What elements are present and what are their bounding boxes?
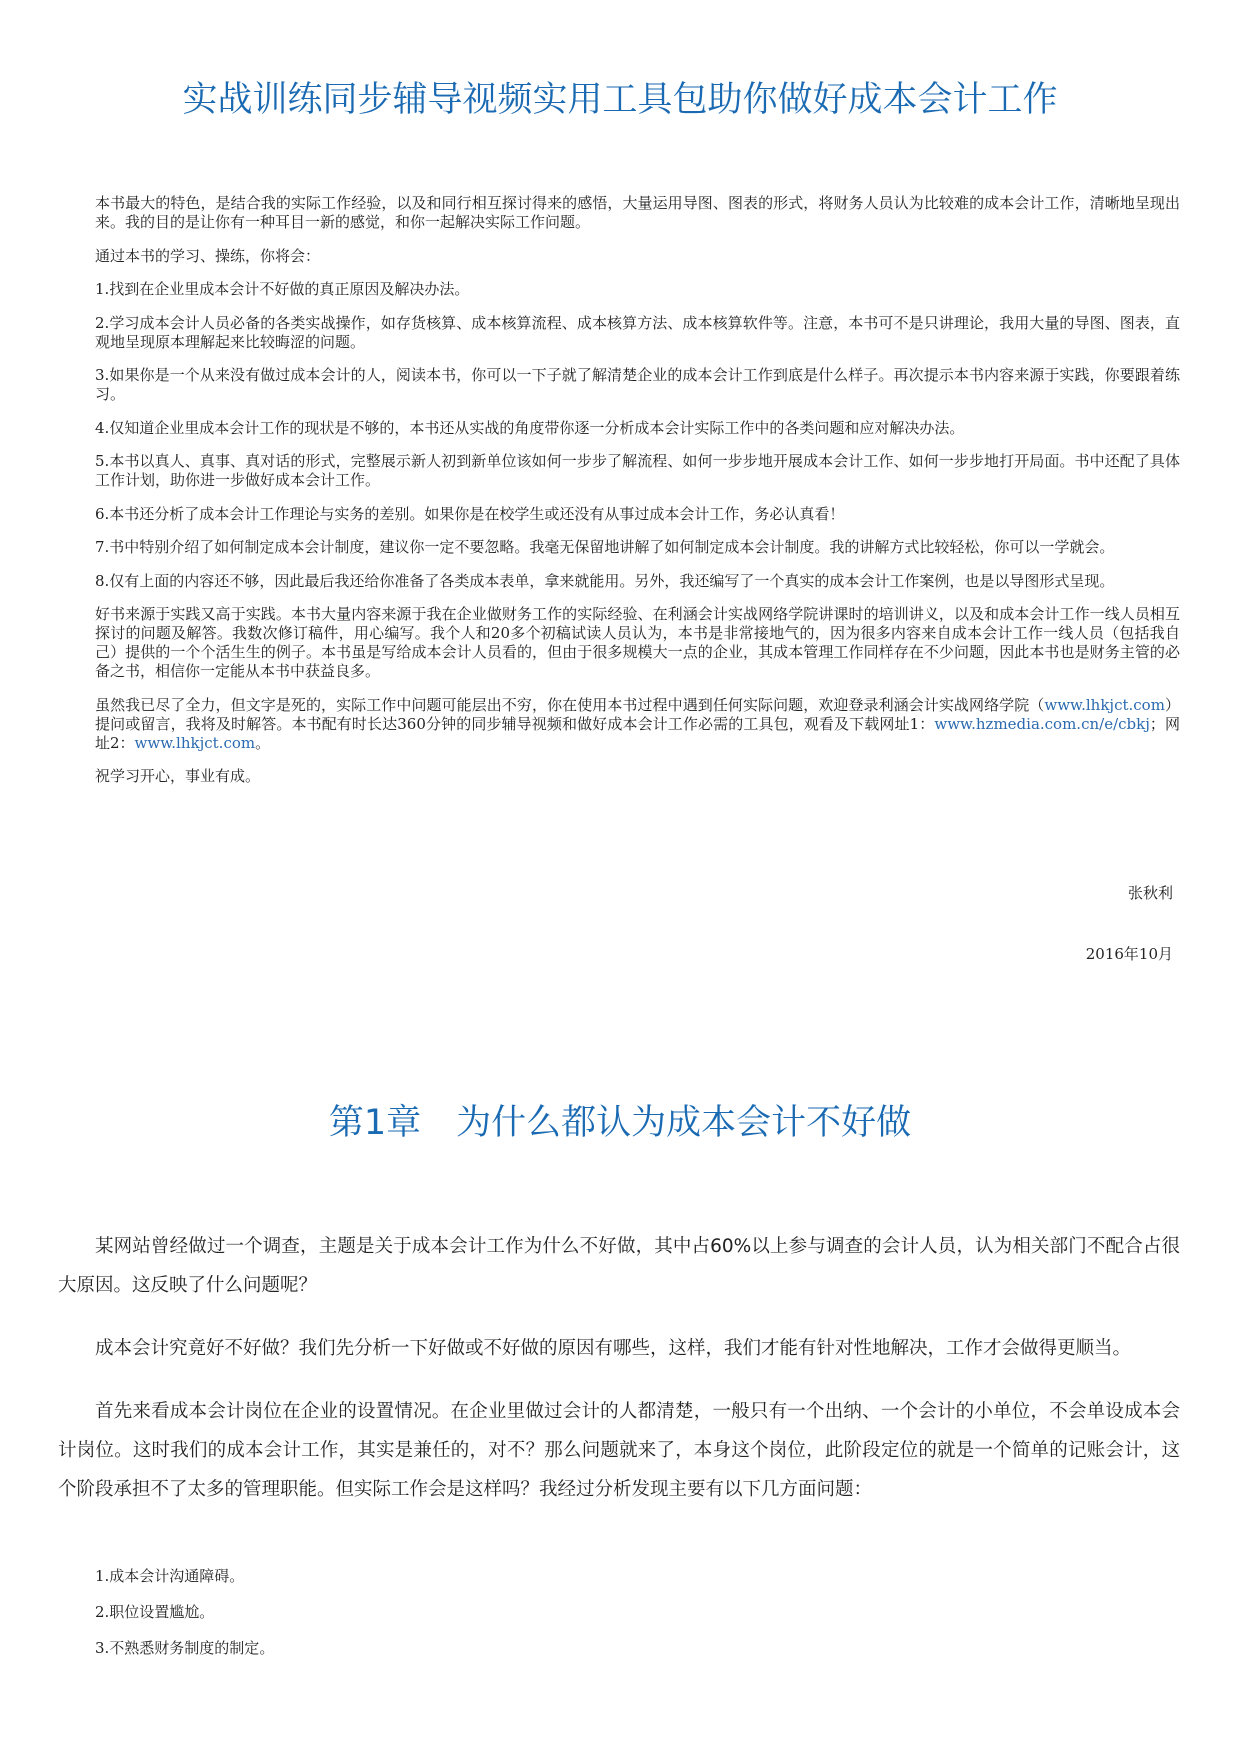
chapter-list-item: 1.成本会计沟通障碍。 — [95, 1567, 245, 1585]
chapter-paragraph: 首先来看成本会计岗位在企业的设置情况。在企业里做过会计的人都清楚，一般只有一个出纳、一个会计的小单位，不会单设成本会计岗位。这时我们的成本会计工作，其实是兼任的，对不？那么问题就来了，本身这个岗位，此阶段定位的就是一个简单的记账会计，这个阶段承担不了太多的管理职能。但实际工作会是这样吗？我经过分析发现主要有以下几方面问题： — [58, 1401, 1180, 1500]
contact-text-d: 。 — [255, 733, 271, 752]
preface-section — [95, 194, 1180, 801]
preface-paragraph-source: 好书来源于实践又高于实践。本书大量内容来源于我在企业做财务工作的实际经验、在利涵会计实战网络学院讲课时的培训讲义，以及和成本会计工作一线人员相互探讨的问题及解答。我数次修订稿件，用心编写。我个人和20多个初稿试读人员认为，本书是非常接地气的，因为很多内容来自成本会计工作一线人员（包括我自己）提供的一个个活生生的例子。本书虽是写给成本会计人员看的，但由于很多规模大一点的企业，其成本管理工作同样存在不少问题，因此本书也是财务主管的必备之书，相信你一定能从本书中获益良多。 — [95, 605, 1180, 680]
chapter-list-item: 3.不熟悉财务制度的制定。 — [95, 1639, 275, 1657]
contact-text-b: ）提问或留言，我将及时解答。本书配有时长达360分钟的同步辅导视频和做好成本会计工作必需的工具包，观看及下载网址1： — [95, 695, 1180, 733]
chapter-title: 第1章 为什么都认为成本会计不好做 — [328, 1103, 912, 1143]
preface-paragraph-closing: 祝学习开心，事业有成。 — [95, 767, 261, 785]
website-link-lhkjct[interactable]: www.lhkjct.com — [1044, 695, 1165, 714]
preface-list-item: 6.本书还分析了成本会计工作理论与实务的差别。如果你是在校学生或还没有从事过成本会计工作，务必认真看！ — [95, 504, 845, 523]
preface-list-item: 5.本书以真人、真事、真对话的形式，完整展示新人初到新单位该如何一步步了解流程、如何一步步地开展成本会计工作、如何一步步地打开局面。书中还配了具体工作计划，助你进一步做好成本会计工作。 — [95, 452, 1180, 489]
contact-text-a: 虽然我已尽了全力，但文字是死的，实际工作中问题可能层出不穷，你在使用本书过程中遇到任何实际问题，欢迎登录利涵会计实战网络学院（ — [95, 695, 1045, 714]
preface-paragraph-intro: 本书最大的特色，是结合我的实际工作经验，以及和同行相互探讨得来的感悟，大量运用导图、图表的形式，将财务人员认为比较难的成本会计工作，清晰地呈现出来。我的目的是让你有一种耳目一新的感觉，和你一起解决实际工作问题。 — [95, 194, 1180, 231]
preface-date: 2016年10月 — [1085, 945, 1173, 963]
chapter-paragraph: 成本会计究竟好不好做？我们先分析一下好做或不好做的原因有哪些，这样，我们才能有针对性地解决，工作才会做得更顺当。 — [95, 1338, 1132, 1359]
preface-list-item: 2.学习成本会计人员必备的各类实战操作，如存货核算、成本核算流程、成本核算方法、成本核算软件等。注意，本书可不是只讲理论，我用大量的导图、图表，直观地呈现原本理解起来比较晦涩的问题。 — [95, 313, 1180, 351]
website-link-hzmedia[interactable]: www.hzmedia.com.cn/e/cbkj — [934, 714, 1150, 733]
chapter-body — [58, 1227, 1180, 1533]
preface-list-item: 4.仅知道企业里成本会计工作的现状是不够的，本书还从实战的角度带你逐一分析成本会计实际工作中的各类问题和应对解决办法。 — [95, 418, 965, 437]
chapter-paragraph: 某网站曾经做过一个调查，主题是关于成本会计工作为什么不好做，其中占60%以上参与调查的会计人员，认为相关部门不配合占很大原因。这反映了什么问题呢？ — [58, 1236, 1180, 1296]
chapter-list — [95, 1558, 274, 1666]
website-link-lhkjct-2[interactable]: www.lhkjct.com — [134, 733, 256, 752]
preface-list-item: 1.找到在企业里成本会计不好做的真正原因及解决办法。 — [95, 280, 470, 298]
author-signature: 张秋利 — [1127, 884, 1173, 902]
preface-list-item: 8.仅有上面的内容还不够，因此最后我还给你准备了各类成本表单，拿来就能用。另外，我还编写了一个真实的成本会计工作案例，也是以导图形式呈现。 — [95, 571, 1115, 590]
chapter-list-item: 2.职位设置尴尬。 — [95, 1603, 215, 1621]
preface-paragraph-contact — [95, 696, 1180, 753]
preface-list-item: 3.如果你是一个从来没有做过成本会计的人，阅读本书，你可以一下子就了解清楚企业的成本会计工作到底是什么样子。再次提示本书内容来源于实践，你要跟着练习。 — [95, 366, 1180, 403]
preface-list-item: 7.书中特别介绍了如何制定成本会计制度，建议你一定不要忽略。我毫无保留地讲解了如何制定成本会计制度。我的讲解方式比较轻松，你可以一学就会。 — [95, 538, 1115, 556]
document-title: 实战训练同步辅导视频实用工具包助你做好成本会计工作 — [182, 80, 1058, 120]
preface-paragraph-lead: 通过本书的学习、操练，你将会： — [95, 246, 321, 265]
contact-text-c: ；网址2： — [95, 714, 1180, 752]
